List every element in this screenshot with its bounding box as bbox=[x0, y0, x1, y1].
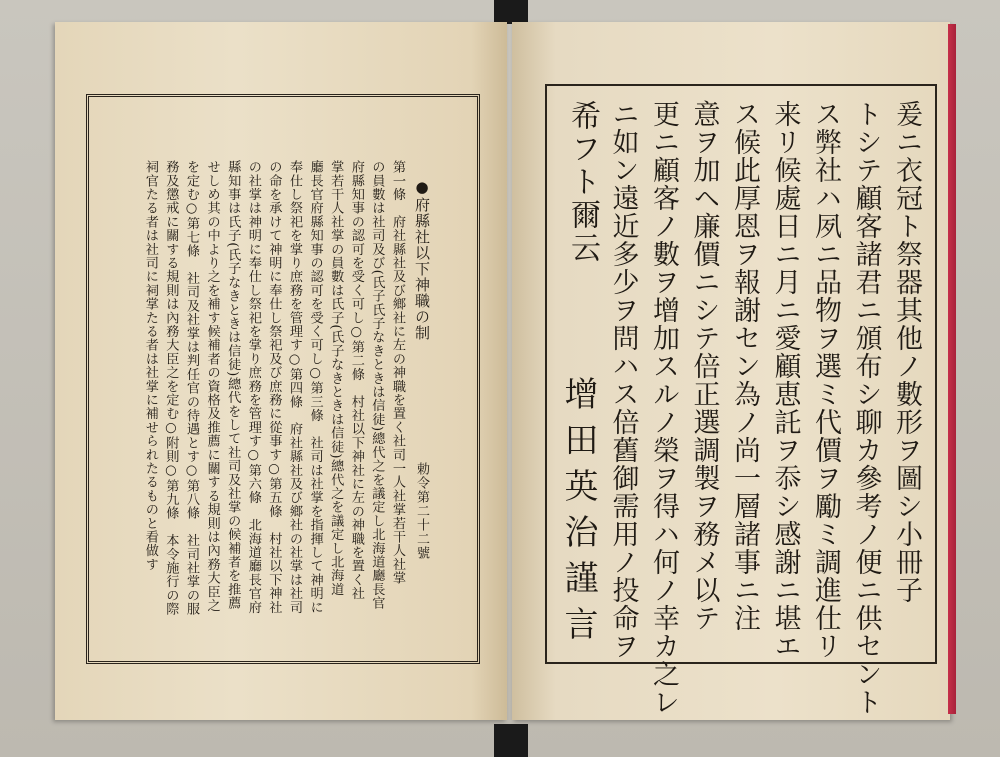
left-text-column: の員數は社司及び(氏子氏子なきときは信徒)總代之を議定し北海道廳長官 bbox=[369, 160, 385, 610]
left-text-column: 奉仕し祭祀を掌り庶務を管理す○第四條 府社縣社及び鄉社の社掌は社司 bbox=[287, 160, 302, 614]
right-text-column: 更ニ顧客ノ數ヲ增加スルノ榮ヲ得ハ何ノ幸カ之レ bbox=[648, 100, 679, 716]
left-text-column: 祠官たる者は社司に祠掌たる者は社掌に補せられたるものと看做す bbox=[142, 160, 158, 571]
left-text-column: 務及懲戒に關する規則は內務大臣之を定む○附則○第九條 本令施行の際 bbox=[163, 160, 179, 616]
left-text-column: の命を承けて神明に奉仕し祭祀及び庶務に從事す○第五條 村社以下神社 bbox=[266, 160, 282, 614]
signature: 增田英治謹言 bbox=[558, 376, 598, 652]
decree-number: 勅令第二十二號 bbox=[414, 462, 429, 560]
red-page-edge bbox=[948, 24, 956, 714]
binding-clip-bottom bbox=[494, 724, 528, 757]
decree-title: ●府縣社以下神職の制 bbox=[413, 178, 431, 341]
binding-clip-top bbox=[494, 0, 528, 24]
right-text-column: ス候此厚恩ヲ報謝セン為ノ尚一層諸事ニ注 bbox=[729, 100, 760, 632]
left-text-column: を定む○第七條 社司及社掌は判任官の待遇とす○第八條 社司社掌の服 bbox=[184, 160, 199, 616]
left-text-column: の社掌は神明に奉仕し祭祀を掌り庶務を管理す○第六條 北海道廳長官府 bbox=[245, 160, 261, 614]
left-text-column: 廳長官府縣知事の認可を受く可し○第三條 社司は社掌を指揮して神明に bbox=[307, 160, 323, 614]
right-text-column: ス弊社ハ夙ニ品物ヲ選ミ代價ヲ勵ミ調進仕リ bbox=[810, 100, 841, 660]
right-text-column: トシテ顧客諸君ニ頒布シ聊カ參考ノ便ニ供セント bbox=[850, 100, 882, 716]
left-text-column: 第一條 府社縣社及び鄉社に左の神職を置く社司一人社掌若干人社掌 bbox=[390, 160, 405, 585]
right-text-column: 来リ候處日ニ月ニ愛顧恵託ヲ忝シ感謝ニ堪エ bbox=[769, 100, 801, 660]
right-text-column: 希フト爾云 bbox=[565, 100, 600, 265]
left-text-column: 縣知事は氏子(氏子なきときは信徒)總代をして社司及社掌の候補者を推薦 bbox=[225, 160, 241, 610]
right-text-column: 爰ニ衣冠ト祭器其他ノ數形ヲ圖シ小冊子 bbox=[891, 100, 922, 604]
left-text-column: 府縣知事の認可を受く可し○第二條 村社以下神社に左の神職を置く社 bbox=[348, 160, 364, 601]
right-text-column: 意ヲ加ヘ廉價ニシテ倍正選調製ヲ務メ以テ bbox=[688, 100, 720, 632]
left-text-column: せしめ其の中より之を補す候補者の資格及推薦に關する規則は內務大臣之 bbox=[204, 160, 220, 613]
right-text-column: ニ如ン遠近多少ヲ問ハス倍舊御需用ノ投命ヲ bbox=[607, 100, 639, 660]
left-text-column: 掌若干人社掌の員數は氏子(氏子なきときは信徒)總代之を議定し北海道 bbox=[328, 160, 344, 596]
